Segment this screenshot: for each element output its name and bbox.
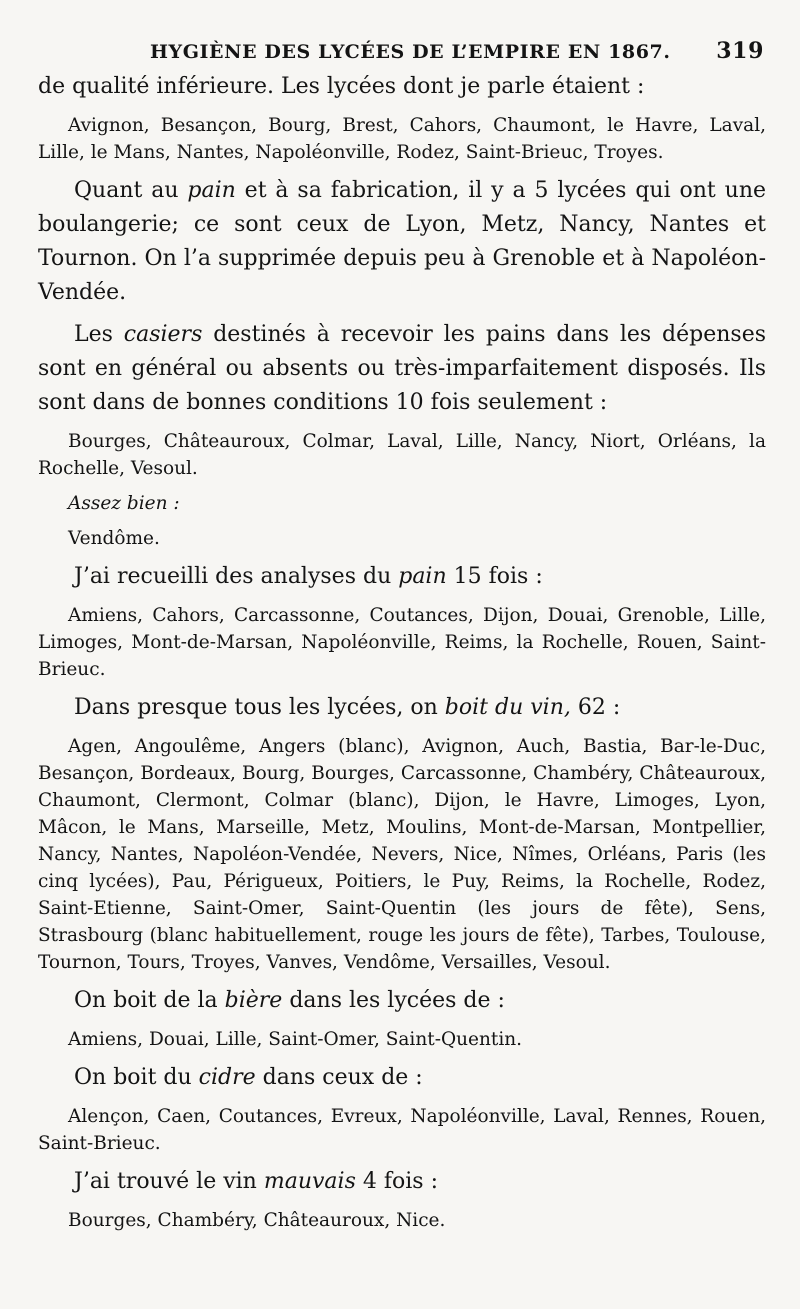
list-paragraph bbox=[38, 602, 766, 683]
text-run: Amiens, Cahors, Carcassonne, Coutances, Dijon, Douai, Grenoble, Lille, Limoges, Mont-de-Marsan, Napoléonville, Reims, la Rochelle, Rouen, Saint-Brieuc. bbox=[38, 605, 766, 680]
paragraph bbox=[38, 318, 766, 420]
body-text bbox=[38, 70, 766, 1234]
list-paragraph bbox=[38, 428, 766, 482]
italic-text: boit du vin, bbox=[444, 695, 571, 720]
text-run: Dans presque tous les lycées, on bbox=[74, 695, 445, 720]
italic-text: Assez bien : bbox=[68, 493, 180, 514]
text-run: 4 fois : bbox=[355, 1169, 438, 1194]
text-run: et à sa fabrication, il y a 5 lycées qui ont une boulangerie; ce sont ceux de Lyon, Metz, Nancy, Nantes et Tournon. On l’a supprimée depuis peu à Grenoble et à Napoléon-Vendée. bbox=[38, 178, 767, 305]
running-header bbox=[38, 38, 766, 64]
text-run: destinés à recevoir les pains dans les dépenses sont en général ou absents ou très-imparfaitement disposés. Ils sont dans de bonnes conditions 10 fois seulement : bbox=[38, 322, 766, 415]
text-run: Agen, Angoulême, Angers (blanc), Avignon, Auch, Bastia, Bar-le-Duc, Besançon, Bordeaux, Bourg, Bourges, Carcassonne, Chambéry, Châteauroux, Chaumont, Clermont, Colmar (blanc), Dijon, le Havre, Limoges, Lyon, Mâcon, le Mans, Marseille, Metz, Moulins, Mont-de-Marsan, Montpellier, Nancy, Nantes, Napoléon-Vendée, Nevers, Nice, Nîmes, Orléans, Paris (les cinq lycées), Pau, Périgueux, Poitiers, le Puy, Reims, la Rochelle, Rodez, Saint-Etienne, Saint-Omer, Saint-Quentin (les jours de fête), Sens, Strasbourg (blanc habituellement, rouge les jours de fête), Tarbes, Toulouse, Tournon, Tours, Troyes, Vanves, Vendôme, Versailles, Vesoul. bbox=[38, 736, 766, 973]
list-paragraph bbox=[38, 1207, 766, 1234]
list-paragraph bbox=[38, 490, 766, 517]
list-paragraph bbox=[38, 733, 766, 976]
italic-text: mauvais bbox=[263, 1169, 356, 1194]
list-paragraph bbox=[38, 1103, 766, 1157]
text-run: dans ceux de : bbox=[255, 1065, 423, 1090]
italic-text: pain bbox=[398, 564, 447, 589]
text-run: de qualité inférieure. Les lycées dont je parle étaient : bbox=[38, 74, 645, 99]
text-run: dans les lycées de : bbox=[282, 988, 505, 1013]
text-run: Bourges, Chambéry, Châteauroux, Nice. bbox=[68, 1210, 446, 1231]
paragraph bbox=[38, 70, 766, 104]
text-run: Vendôme. bbox=[68, 528, 160, 549]
text-run: Quant au bbox=[74, 178, 188, 203]
text-run: On boit de la bbox=[74, 988, 225, 1013]
text-run: Alençon, Caen, Coutances, Evreux, Napoléonville, Laval, Rennes, Rouen, Saint-Brieuc. bbox=[38, 1106, 766, 1154]
paragraph bbox=[38, 174, 766, 310]
text-run: Les bbox=[74, 322, 124, 347]
italic-text: bière bbox=[224, 988, 283, 1013]
list-paragraph bbox=[38, 112, 766, 166]
running-title: HYGIÈNE DES LYCÉES DE L’EMPIRE EN 1867. bbox=[150, 41, 671, 63]
text-run: 62 : bbox=[570, 695, 621, 720]
book-page bbox=[38, 38, 766, 1234]
page-number: 319 bbox=[716, 38, 764, 64]
text-run: Amiens, Douai, Lille, Saint-Omer, Saint-Quentin. bbox=[68, 1029, 523, 1050]
text-run: 15 fois : bbox=[446, 564, 543, 589]
text-run: Bourges, Châteauroux, Colmar, Laval, Lille, Nancy, Niort, Orléans, la Rochelle, Vesoul. bbox=[38, 431, 766, 479]
italic-text: cidre bbox=[198, 1065, 256, 1090]
list-paragraph bbox=[38, 1026, 766, 1053]
italic-text: casiers bbox=[123, 322, 203, 347]
list-paragraph bbox=[38, 525, 766, 552]
paragraph bbox=[38, 691, 766, 725]
text-run: Avignon, Besançon, Bourg, Brest, Cahors, Chaumont, le Havre, Laval, Lille, le Mans, Nantes, Napoléonville, Rodez, Saint-Brieuc, Troyes. bbox=[38, 115, 766, 163]
text-run: On boit du bbox=[74, 1065, 199, 1090]
italic-text: pain bbox=[187, 178, 236, 203]
paragraph bbox=[38, 984, 766, 1018]
text-run: J’ai trouvé le vin bbox=[74, 1169, 264, 1194]
paragraph bbox=[38, 1061, 766, 1095]
paragraph bbox=[38, 1165, 766, 1199]
paragraph bbox=[38, 560, 766, 594]
text-run: J’ai recueilli des analyses du bbox=[74, 564, 399, 589]
